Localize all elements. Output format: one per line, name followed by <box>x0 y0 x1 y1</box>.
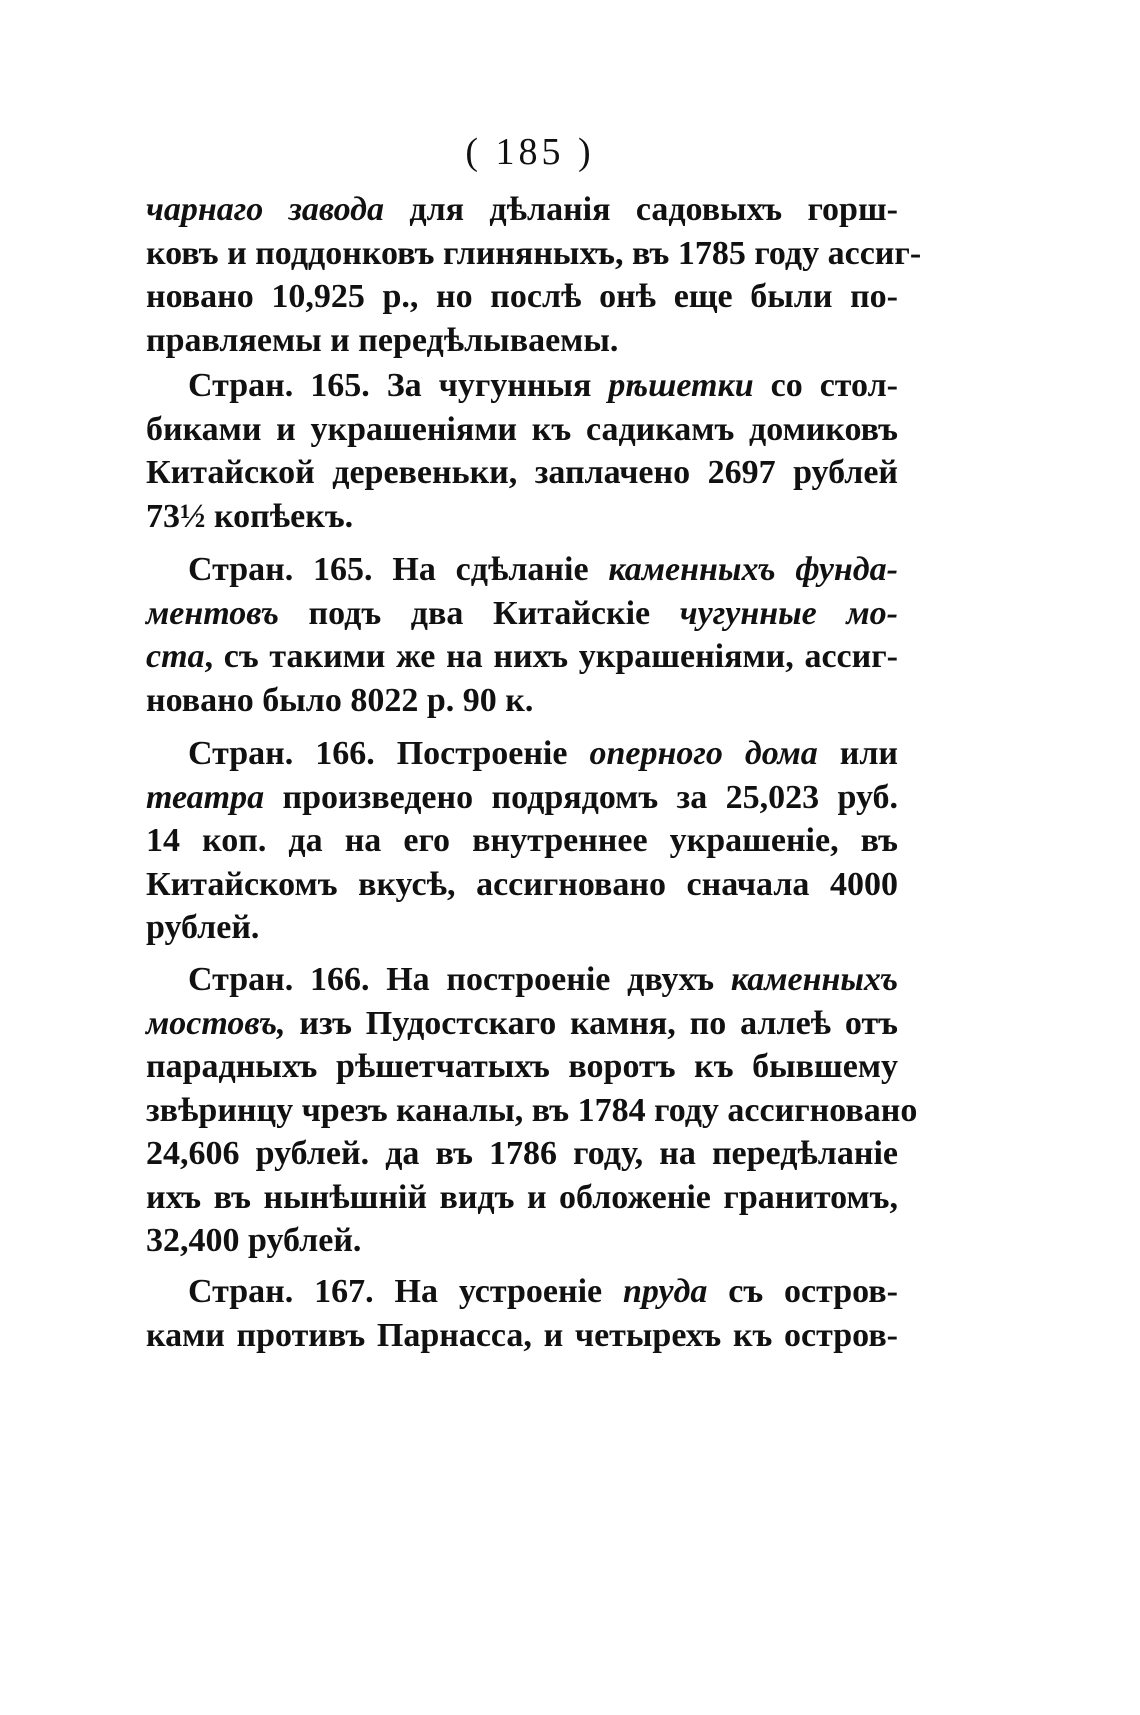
text-run: 73½ копѣекъ. <box>146 497 354 535</box>
text-run: изъ Пудостскаго камня, по аллеѣ отъ <box>285 1004 898 1042</box>
text-run: подъ два Китайскіе <box>278 594 680 632</box>
text-run: Китайской деревеньки, заплачено 2697 рублей <box>146 454 898 491</box>
text-line <box>146 819 898 863</box>
text-line <box>146 863 898 907</box>
text-line <box>146 548 898 592</box>
text-run: со стол- <box>753 367 898 404</box>
italic-phrase: чарнаго завода <box>146 191 385 228</box>
paragraph-2 <box>146 364 898 538</box>
text-line <box>146 319 898 363</box>
text-run: съ остров- <box>707 1273 898 1310</box>
text-line <box>146 679 898 723</box>
italic-phrase: каменныхъ <box>730 961 898 998</box>
text-run: Стран. 166. Построеніе <box>188 735 590 772</box>
text-run: , съ такими же на нихъ украшеніями, ассиг- <box>204 638 898 675</box>
text-line <box>146 732 898 776</box>
text-line <box>146 188 898 232</box>
text-line <box>146 592 898 636</box>
page-number: ( 185 ) <box>465 131 595 173</box>
text-run: новано было 8022 р. 90 к. <box>146 681 534 719</box>
text-line <box>146 906 898 950</box>
text-run: новано 10,925 р., но послѣ онѣ еще были по- <box>146 278 898 315</box>
text-line <box>146 1132 898 1176</box>
text-line <box>146 451 898 495</box>
italic-phrase: чугунные мо- <box>679 594 898 632</box>
italic-phrase: пруда <box>623 1273 708 1310</box>
text-run: Стран. 166. На построеніе двухъ <box>188 961 731 998</box>
text-run: 14 коп. да на его внутреннее украшеніе, въ <box>146 822 898 859</box>
text-run: 24,606 рублей. да въ 1786 году, на передѣланіе <box>146 1135 898 1172</box>
text-run: ками противъ Парнасса, и четырехъ къ остров- <box>146 1316 898 1354</box>
italic-phrase: рѣшетки <box>608 367 754 404</box>
text-line <box>146 1002 898 1046</box>
paragraph-4 <box>146 732 898 950</box>
text-run: или <box>817 735 898 772</box>
text-line <box>146 635 898 679</box>
text-run: парадныхъ рѣшетчатыхъ воротъ къ бывшему <box>146 1048 898 1085</box>
text-run: рублей. <box>146 909 260 946</box>
text-line <box>146 1314 898 1358</box>
text-run: 32,400 рублей. <box>146 1222 362 1259</box>
italic-phrase: театра <box>146 778 265 816</box>
text-run: ихъ въ нынѣшній видъ и обложеніе гранитомъ, <box>146 1178 898 1216</box>
text-line <box>146 408 898 452</box>
text-run: правляемы и передѣлываемы. <box>146 321 619 359</box>
text-run: произведено подрядомъ за 25,023 руб. <box>264 778 898 816</box>
text-run: биками и украшеніями къ садикамъ домиковъ <box>146 410 898 448</box>
text-line <box>146 1176 898 1220</box>
italic-phrase: каменныхъ фунда- <box>608 551 898 588</box>
paragraph-6 <box>146 1270 898 1357</box>
text-line <box>146 495 898 539</box>
paragraph-3 <box>146 548 898 722</box>
text-line <box>146 1270 898 1314</box>
text-run: Стран. 165. За чугунныя <box>188 367 609 404</box>
text-line <box>146 958 898 1002</box>
text-line <box>146 776 898 820</box>
italic-phrase: ментовъ <box>146 594 279 632</box>
text-line <box>146 232 922 276</box>
text-run: ковъ и поддонковъ глиняныхъ, въ 1785 году ассиг- <box>146 234 922 272</box>
text-line <box>146 364 898 408</box>
italic-phrase: ста <box>146 638 205 675</box>
text-line <box>146 275 898 319</box>
paragraph-5 <box>146 958 918 1263</box>
text-run: Китайскомъ вкусѣ, ассигновано сначала 4000 <box>146 865 898 903</box>
text-run: для дѣланія садовыхъ горш- <box>384 191 898 228</box>
text-line <box>146 1219 898 1263</box>
text-run: Стран. 167. На устроеніе <box>188 1273 624 1310</box>
paragraph-1 <box>146 188 922 362</box>
italic-phrase: оперного дома <box>589 735 818 772</box>
text-run: Стран. 165. На сдѣланіе <box>188 551 609 588</box>
text-run: звѣринцу чрезъ каналы, въ 1784 году ассигновано <box>146 1091 918 1129</box>
text-line <box>146 1045 898 1089</box>
text-line <box>146 1089 918 1133</box>
italic-phrase: мостовъ, <box>146 1004 286 1042</box>
